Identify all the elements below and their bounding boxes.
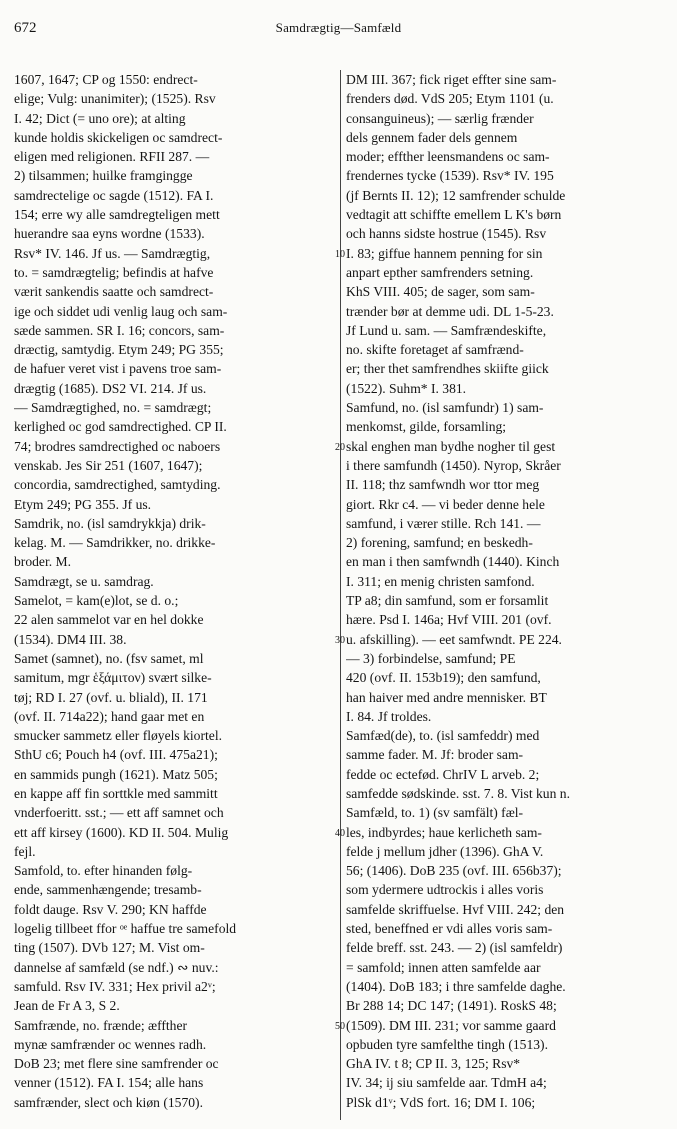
text-line: frenders død. VdS 205; Etym 1101 (u. bbox=[346, 91, 554, 107]
text-line: concordia, samdrectighed, samtyding. bbox=[14, 477, 221, 493]
text-line: kelag. M. — Samdrikker, no. drikke- bbox=[14, 535, 216, 551]
text-line: les, indbyrdes; haue kerlicheth sam- bbox=[346, 824, 542, 840]
text-line: ende, sammenhængende; tresamb- bbox=[14, 882, 202, 898]
text-line: (1534). DM4 III. 38. bbox=[14, 631, 127, 647]
text-line: kunde holdis skickeligen oc samdrect- bbox=[14, 129, 223, 145]
text-line: IV. 34; ij siu samfelde aar. TdmH a4; bbox=[346, 1075, 547, 1091]
text-line: consanguineus); — særlig frænder bbox=[346, 110, 534, 126]
text-line: fejl. bbox=[14, 843, 36, 859]
text-line: = samfold; innen atten samfelde aar bbox=[346, 959, 541, 975]
text-line: smucker sammetz eller fløyels kiortel. bbox=[14, 728, 222, 744]
text-line: menkomst, gilde, forsamling; bbox=[346, 419, 507, 435]
text-line: Etym 249; PG 355. Jf us. bbox=[14, 496, 152, 512]
text-line: DoB 23; met flere sine samfrender oc bbox=[14, 1056, 219, 1072]
text-line: 420 (ovf. II. 153b19); den samfund, bbox=[346, 670, 541, 686]
text-line: giort. Rkr c4. — vi beder denne hele bbox=[346, 496, 545, 512]
text-line: Samet (samnet), no. (fsv samet, ml bbox=[14, 650, 204, 666]
text-line: 74; brodres samdrectighed oc naboers bbox=[14, 438, 221, 454]
text-line: tøj; RD I. 27 (ovf. u. bliald), II. 171 bbox=[14, 689, 208, 705]
text-line: er; ther thet samfrendhes skiifte giick bbox=[346, 361, 549, 377]
text-line: II. 118; thz samfwndh wor ttor meg bbox=[346, 477, 540, 493]
text-line: Br 288 14; DC 147; (1491). RoskS 48; bbox=[346, 998, 557, 1014]
page-header bbox=[0, 14, 677, 38]
text-line: DM III. 367; fick riget effter sine sam- bbox=[346, 72, 557, 87]
left-column bbox=[14, 70, 334, 1112]
text-line: trænder bør at demme udi. DL 1-5-23. bbox=[346, 303, 554, 319]
text-line: samfuld. Rsv IV. 331; Hex privil a2ᵛ; bbox=[14, 978, 216, 994]
text-line: 1607, 1647; CP og 1550: endrect- bbox=[14, 72, 198, 87]
text-line: samfund, i værer stille. Rch 141. — bbox=[346, 515, 541, 531]
text-line: I. 84. Jf troldes. bbox=[346, 708, 432, 724]
text-line: mynæ samfrænder oc wennes radh. bbox=[14, 1036, 207, 1052]
text-line: huerandre saa eyns wordne (1533). bbox=[14, 226, 205, 242]
text-line: 56; (1406). DoB 235 (ovf. III. 656b37); bbox=[346, 863, 562, 879]
text-line: venner (1512). FA I. 154; alle hans bbox=[14, 1075, 204, 1091]
text-line: opbuden tyre samfelthe tingh (1513). bbox=[346, 1036, 548, 1052]
text-line: Samelot, = kam(e)lot, se d. o.; bbox=[14, 593, 179, 609]
text-line: Samfold, to. efter hinanden følg- bbox=[14, 863, 193, 879]
text-line: (1509). DM III. 231; vor samme gaard bbox=[346, 1017, 556, 1033]
text-line: Samdrik, no. (isl samdrykkja) drik- bbox=[14, 515, 206, 531]
text-line: samme fader. M. Jf: broder sam- bbox=[346, 747, 524, 763]
line-number: 10 bbox=[335, 248, 345, 260]
text-line: — 3) forbindelse, samfund; PE bbox=[346, 650, 516, 666]
column-rule bbox=[340, 70, 341, 1120]
text-line: han haiver med andre mennisker. BT bbox=[346, 689, 547, 705]
text-line: samdrectelige oc sagde (1512). FA I. bbox=[14, 187, 214, 203]
text-line: samfelde skriffuelse. Hvf VIII. 242; den bbox=[346, 901, 565, 917]
text-line: I. 311; en menig christen samfond. bbox=[346, 573, 535, 589]
text-line: felde j mellum jdher (1396). GhA V. bbox=[346, 843, 544, 859]
right-column bbox=[346, 70, 666, 1112]
text-line: I. 83; giffue hannem penning for sin bbox=[346, 245, 543, 261]
text-line: TP a8; din samfund, som er forsamlit bbox=[346, 593, 549, 609]
text-line: skal enghen man bydhe nogher til gest bbox=[346, 438, 556, 454]
line-number: 20 bbox=[335, 441, 345, 453]
text-line: (ovf. II. 714a22); hand gaar met en bbox=[14, 708, 205, 724]
text-line: 22 alen sammelot var en hel dokke bbox=[14, 612, 204, 628]
text-line: ige och siddet udi venlig laug och sam- bbox=[14, 303, 228, 319]
text-line: Samfæd(de), to. (isl samfeddr) med bbox=[346, 728, 540, 744]
text-line: KhS VIII. 405; de sager, som sam- bbox=[346, 284, 535, 300]
text-line: anpart epther samfrenders setning. bbox=[346, 264, 534, 280]
text-line: sæde sammen. SR I. 16; concors, sam- bbox=[14, 322, 225, 338]
text-line: drægtig (1685). DS2 VI. 214. Jf us. bbox=[14, 380, 207, 396]
text-line: ting (1507). DVb 127; M. Vist om- bbox=[14, 940, 205, 956]
text-line: hære. Psd I. 146a; Hvf VIII. 201 (ovf. bbox=[346, 612, 552, 628]
running-title: Samdrægtig—Samfæld bbox=[275, 20, 402, 35]
text-line: u. afskilling). — eet samfwndt. PE 224. bbox=[346, 631, 562, 647]
text-line: Samfæld, to. 1) (sv samfält) fæl- bbox=[346, 805, 524, 821]
text-line: i there samfundh (1450). Nyrop, Skråer bbox=[346, 457, 561, 473]
text-line: no. skifte foretaget af samfrænd- bbox=[346, 342, 524, 358]
text-line: Samfrænde, no. frænde; æffther bbox=[14, 1017, 188, 1033]
text-line: Rsv* IV. 146. Jf us. — Samdrægtig, bbox=[14, 245, 211, 261]
text-line: Jean de Fr A 3, S 2. bbox=[14, 998, 120, 1014]
text-line: værit sankendis saatte och samdrect- bbox=[14, 284, 214, 300]
text-line: 2) forening, samfund; en beskedh- bbox=[346, 535, 533, 551]
text-line: vedtagit att schiffte emellem L K's børn bbox=[346, 207, 562, 223]
text-line: elige; Vulg: unanimiter); (1525). Rsv bbox=[14, 91, 216, 107]
text-line: I. 42; Dict (= uno ore); at alting bbox=[14, 110, 186, 126]
line-number: 40 bbox=[335, 827, 345, 839]
text-line: venskab. Jes Sir 251 (1607, 1647); bbox=[14, 457, 203, 473]
text-line: 154; erre wy alle samdregteligen mett bbox=[14, 207, 220, 223]
text-line: en man i then samfwndh (1440). Kinch bbox=[346, 554, 560, 570]
text-line: felde breff. sst. 243. — 2) (isl samfeldr) bbox=[346, 940, 563, 956]
line-number: 50 bbox=[335, 1020, 345, 1032]
line-number: 30 bbox=[335, 634, 345, 646]
text-line: dræctig, samtydig. Etym 249; PG 355; bbox=[14, 342, 224, 358]
text-line: samfrænder, slect och kiøn (1570). bbox=[14, 1094, 203, 1110]
text-line: 2) tilsammen; huilke framgingge bbox=[14, 168, 193, 184]
text-line: Jf Lund u. sam. — Samfrændeskifte, bbox=[346, 322, 547, 338]
text-line: dannelse af samfæld (se ndf.) ∾ nuv.: bbox=[14, 959, 219, 975]
text-line: to. = samdrægtelig; befindis at hafve bbox=[14, 264, 214, 280]
text-line: SthU c6; Pouch h4 (ovf. III. 475a21); bbox=[14, 747, 218, 763]
text-line: broder. M. bbox=[14, 554, 72, 570]
text-line: kerlighed oc god samdrectighed. CP II. bbox=[14, 419, 227, 435]
text-line: vnderfoeritt. sst.; — ett aff samnet och bbox=[14, 805, 224, 821]
text-line: frendernes tycke (1539). Rsv* IV. 195 bbox=[346, 168, 554, 184]
text-line: (1404). DoB 183; i thre samfelde daghe. bbox=[346, 978, 566, 994]
text-line: fedde oc ectefød. ChrIV L arveb. 2; bbox=[346, 766, 540, 782]
text-line: dels gennem fader dels gennem bbox=[346, 129, 518, 145]
text-line: samfedde sødskinde. sst. 7. 8. Vist kun n. bbox=[346, 785, 570, 801]
text-line: sted, beneffned er vdi alles voris sam- bbox=[346, 921, 553, 937]
text-line: en sammids pungh (1621). Matz 505; bbox=[14, 766, 218, 782]
text-line: foldt dauge. Rsv V. 290; KN haffde bbox=[14, 901, 207, 917]
text-line: och hanns sidste hostrue (1545). Rsv bbox=[346, 226, 547, 242]
text-line: — Samdrægtighed, no. = samdrægt; bbox=[14, 400, 212, 416]
text-line: (jf Bernts II. 12); 12 samfrender schulde bbox=[346, 187, 566, 203]
page-number: 672 bbox=[14, 20, 37, 36]
text-line: som ydermere udtrockis i alles voris bbox=[346, 882, 544, 898]
text-line: Samdrægt, se u. samdrag. bbox=[14, 573, 154, 589]
text-line: eligen med religionen. RFII 287. — bbox=[14, 149, 210, 165]
text-line: moder; effther leensmandens oc sam- bbox=[346, 149, 550, 165]
text-line: logelig tillbeet ffor ᵒᵉ haffue tre samefold bbox=[14, 921, 237, 937]
text-line: (1522). Suhm* I. 381. bbox=[346, 380, 467, 396]
text-line: de hafuer veret vist i pavens troe sam- bbox=[14, 361, 222, 377]
text-line: en kappe aff fin sorttkle med sammitt bbox=[14, 785, 218, 801]
text-line: samitum, mgr ἑξάμιτον) svært silke- bbox=[14, 670, 212, 686]
text-line: Samfund, no. (isl samfundr) 1) sam- bbox=[346, 400, 544, 416]
text-line: PlSk d1ᵛ; VdS fort. 16; DM I. 106; bbox=[346, 1094, 536, 1110]
text-line: GhA IV. t 8; CP II. 3, 125; Rsv* bbox=[346, 1056, 521, 1072]
text-line: ett aff kirsey (1600). KD II. 504. Mulig bbox=[14, 824, 229, 840]
